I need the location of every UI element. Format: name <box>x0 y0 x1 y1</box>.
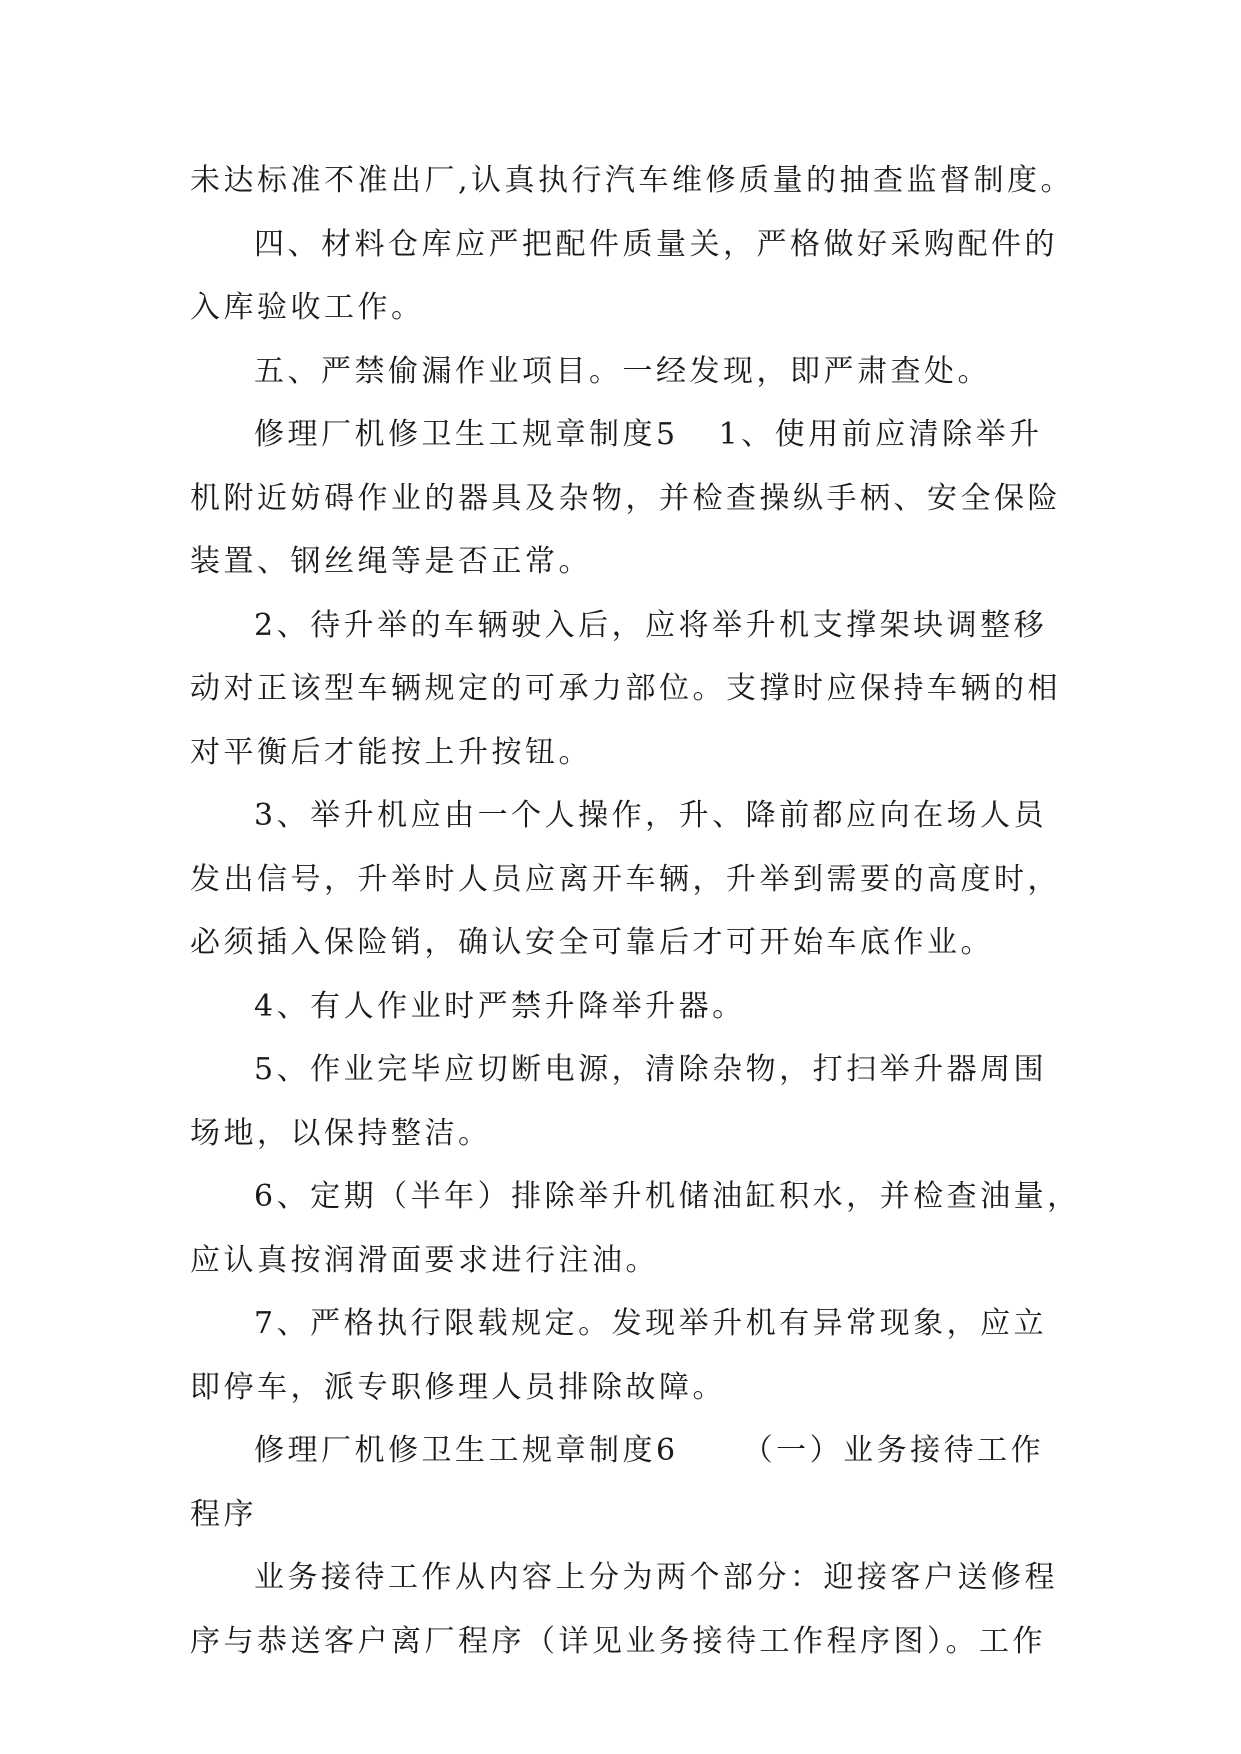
text-line: 五、严禁偷漏作业项目。一经发现，即严肃查处。 <box>254 353 991 389</box>
text-line: 场地，以保持整洁。 <box>190 1115 492 1151</box>
text-line: 5、作业完毕应切断电源，清除杂物，打扫举升器周围 <box>254 1052 1048 1087</box>
text-line: 机附近妨碍作业的器具及杂物，并检查操纵手柄、安全保险 <box>190 480 1061 516</box>
text-line: 必须插入保险销，确认安全可靠后才可开始车底作业。 <box>190 925 994 960</box>
text-line: 即停车，派专职修理人员排除故障。 <box>190 1369 726 1405</box>
text-line: 3、举升机应由一个人操作，升、降前都应向在场人员 <box>254 798 1048 833</box>
section-heading-line <box>190 414 1090 456</box>
text-line: 业务接待工作从内容上分为两个部分：迎接客户送修程 <box>254 1560 1058 1595</box>
text-line: 发出信号，升举时人员应离开车辆，升举到需要的高度时， <box>190 861 1061 897</box>
text-line: 程序 <box>190 1496 257 1532</box>
text-line: 序与恭送客户离厂程序（详见业务接待工作程序图）。工作 <box>190 1623 1046 1659</box>
text-line: 四、材料仓库应严把配件质量关，严格做好采购配件的 <box>254 226 1058 262</box>
text-line: 7、严格执行限载规定。发现举升机有异常现象，应立 <box>254 1306 1048 1341</box>
text-line: 动对正该型车辆规定的可承力部位。支撑时应保持车辆的相 <box>190 671 1061 706</box>
text-fragment: 1、使用前应清除举升 <box>718 417 1043 452</box>
text-line: 6、定期（半年）排除举升机储油缸积水，并检查油量， <box>254 1179 1081 1214</box>
text-line: 未达标准不准出厂,认真执行汽车维修质量的抽查监督制度。 <box>190 163 1075 198</box>
text-fragment: （一）业务接待工作 <box>742 1433 1045 1468</box>
text-line: 2、待升举的车辆驶入后，应将举升机支撑架块调整移 <box>254 607 1048 643</box>
text-line: 装置、钢丝绳等是否正常。 <box>190 544 592 579</box>
section-heading: 修理厂机修卫生工规章制度6 <box>254 1433 679 1468</box>
text-line: 应认真按润滑面要求进行注油。 <box>190 1242 659 1278</box>
document-body <box>190 160 1090 1684</box>
text-line: 对平衡后才能按上升按钮。 <box>190 734 592 770</box>
text-line: 入库验收工作。 <box>190 290 425 325</box>
text-line: 4、有人作业时严禁升降举升器。 <box>254 988 746 1024</box>
section-heading: 修理厂机修卫生工规章制度5 <box>254 417 679 452</box>
section-heading-line <box>190 1430 1090 1472</box>
